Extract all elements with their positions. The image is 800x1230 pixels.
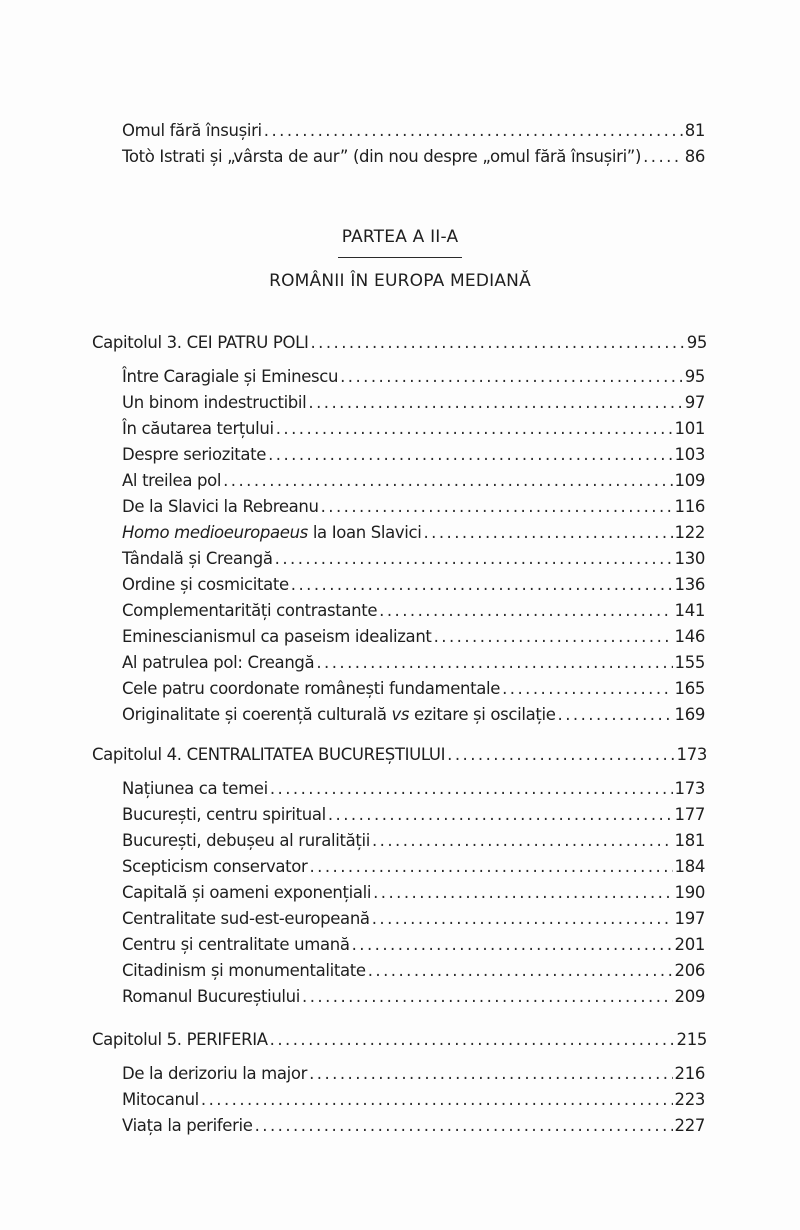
chapter-title: Capitolul 5. PERIFERIA xyxy=(92,1030,268,1049)
toc-entry-title-end: ezitare și oscilație xyxy=(409,705,556,724)
toc-entry-page: 201 xyxy=(674,935,705,954)
toc-entry[interactable] xyxy=(122,494,705,520)
toc-entry[interactable] xyxy=(122,958,705,984)
toc-entry[interactable] xyxy=(122,854,705,880)
toc-entry-page: 197 xyxy=(674,909,705,928)
dot-leader xyxy=(310,330,684,356)
toc-entry-title: Al patrulea pol: Creangă xyxy=(122,653,315,672)
toc-entry-title: De la Slavici la Rebreanu xyxy=(122,497,319,516)
part-subtitle: ROMÂNII ÎN EUROPA MEDIANĂ xyxy=(269,271,531,291)
toc-entry-page: 209 xyxy=(674,987,705,1006)
toc-entry-page: 116 xyxy=(674,497,705,516)
part-label: PARTEA A II-A xyxy=(341,227,459,247)
toc-entry-title: Despre seriozitate xyxy=(122,445,267,464)
toc-entry-page: 165 xyxy=(674,679,705,698)
toc-entry-page: 86 xyxy=(684,147,705,166)
toc-entry-title: Viața la periferie xyxy=(122,1116,253,1135)
toc-entry-title xyxy=(122,520,421,546)
toc-entry-page: 97 xyxy=(684,393,705,412)
toc-entry-title-italic: vs xyxy=(391,705,410,724)
toc-entry-title: București, centru spiritual xyxy=(122,805,326,824)
toc-entry-page: 184 xyxy=(674,857,705,876)
toc-entry[interactable] xyxy=(122,144,705,170)
dot-leader xyxy=(223,468,672,494)
toc-entry-page: 141 xyxy=(674,601,705,620)
toc-entry-page: 177 xyxy=(674,805,705,824)
toc-entry-page: 95 xyxy=(684,367,705,386)
toc-entry-page: 146 xyxy=(674,627,705,646)
dot-leader xyxy=(309,854,672,880)
toc-entry[interactable] xyxy=(122,932,705,958)
toc-entry-title: Eminescianismul ca paseism idealizant xyxy=(122,627,432,646)
dot-leader xyxy=(270,1027,675,1053)
toc-entry-title: În căutarea terțului xyxy=(122,419,274,438)
dot-leader xyxy=(368,958,673,984)
dot-leader xyxy=(643,144,683,170)
toc-entry-title xyxy=(122,702,556,728)
toc-entry-title: Citadinism și monumentalitate xyxy=(122,961,366,980)
toc-entry-page: 223 xyxy=(674,1090,705,1109)
toc-entry-page: 206 xyxy=(674,961,705,980)
dot-leader xyxy=(502,676,672,702)
dot-leader xyxy=(270,776,673,802)
dot-leader xyxy=(423,520,672,546)
chapter-page: 173 xyxy=(676,745,707,764)
chapter-page: 95 xyxy=(686,333,707,352)
toc-entry[interactable] xyxy=(122,546,705,572)
toc-chapter-3[interactable] xyxy=(92,330,707,356)
dot-leader xyxy=(373,880,672,906)
toc-entry-title: Scepticism conservator xyxy=(122,857,308,876)
dot-leader xyxy=(372,906,673,932)
toc-entry-title: De la derizoriu la major xyxy=(122,1064,308,1083)
dot-leader xyxy=(308,390,682,416)
dot-leader xyxy=(316,650,672,676)
toc-entry[interactable] xyxy=(122,468,705,494)
dot-leader xyxy=(302,984,673,1010)
toc-entry[interactable] xyxy=(122,390,705,416)
toc-entry[interactable] xyxy=(122,880,705,906)
dot-leader xyxy=(291,572,673,598)
toc-entry-title: Ordine și cosmicitate xyxy=(122,575,289,594)
dot-leader xyxy=(321,494,673,520)
toc-entry[interactable] xyxy=(122,984,705,1010)
toc-entry[interactable] xyxy=(122,650,705,676)
dot-leader xyxy=(309,1061,672,1087)
dot-leader xyxy=(276,416,673,442)
toc-entry[interactable] xyxy=(122,1061,705,1087)
toc-entry-title: Centru și centralitate umană xyxy=(122,935,350,954)
toc-entry-page: 227 xyxy=(674,1116,705,1135)
toc-entry-title: Capitală și oameni exponențiali xyxy=(122,883,372,902)
chapter-page: 215 xyxy=(676,1030,707,1049)
toc-entry[interactable] xyxy=(122,624,705,650)
toc-entry[interactable] xyxy=(122,802,705,828)
toc-entry-title-start: Originalitate și coerență culturală xyxy=(122,705,392,724)
toc-entry-page: 136 xyxy=(674,575,705,594)
toc-entry[interactable] xyxy=(122,416,705,442)
toc-entry-title: Al treilea pol xyxy=(122,471,222,490)
toc-entry[interactable] xyxy=(122,828,705,854)
toc-entry[interactable] xyxy=(122,776,705,802)
dot-leader xyxy=(447,742,674,768)
chapter-title: Capitolul 4. CENTRALITATEA BUCUREȘTIULUI xyxy=(92,745,446,764)
dot-leader xyxy=(328,802,673,828)
chapter-title: Capitolul 3. CEI PATRU POLI xyxy=(92,333,309,352)
dot-leader xyxy=(558,702,673,728)
dot-leader xyxy=(352,932,673,958)
toc-entry[interactable] xyxy=(122,702,705,728)
toc-entry-title: Totò Istrati și „vârsta de aur” (din nou despre „omul fără însușiri”) xyxy=(122,147,642,166)
dot-leader xyxy=(372,828,673,854)
dot-leader xyxy=(264,118,683,144)
toc-entry-page: 169 xyxy=(674,705,705,724)
toc-entry-page: 103 xyxy=(674,445,705,464)
toc-entry-title-rest: la Ioan Slavici xyxy=(307,523,422,542)
toc-entry[interactable] xyxy=(122,572,705,598)
toc-entry-title-italic: Homo medioeuropaeus xyxy=(122,523,308,542)
dot-leader xyxy=(434,624,673,650)
toc-chapter-4[interactable] xyxy=(92,742,707,768)
toc-entry-title: Tândală și Creangă xyxy=(122,549,273,568)
toc-entry-page: 173 xyxy=(674,779,705,798)
toc-entry[interactable] xyxy=(122,520,705,546)
toc-entry-page: 122 xyxy=(674,523,705,542)
toc-entry[interactable] xyxy=(122,1087,705,1113)
toc-entry[interactable] xyxy=(122,598,705,624)
dot-leader xyxy=(340,364,683,390)
dot-leader xyxy=(379,598,672,624)
part-divider xyxy=(338,257,462,258)
dot-leader xyxy=(275,546,673,572)
toc-entry-title: Centralitate sud-est-europeană xyxy=(122,909,370,928)
toc-entry-title: București, debușeu al ruralității xyxy=(122,831,370,850)
toc-entry[interactable] xyxy=(122,1113,705,1139)
toc-chapter-5[interactable] xyxy=(92,1027,707,1053)
dot-leader xyxy=(201,1087,673,1113)
toc-entry-title: Între Caragiale și Eminescu xyxy=(122,367,339,386)
toc-entry[interactable] xyxy=(122,906,705,932)
toc-entry[interactable] xyxy=(122,442,705,468)
dot-leader xyxy=(255,1113,673,1139)
toc-entry-title: Un binom indestructibil xyxy=(122,393,307,412)
toc-entry-page: 109 xyxy=(674,471,705,490)
toc-entry-title: Națiunea ca temei xyxy=(122,779,268,798)
toc-entry-page: 181 xyxy=(674,831,705,850)
toc-entry-page: 216 xyxy=(674,1064,705,1083)
dot-leader xyxy=(268,442,672,468)
toc-entry-page: 190 xyxy=(674,883,705,902)
toc-entry-title: Omul fără însușiri xyxy=(122,121,262,140)
toc-entry[interactable] xyxy=(122,364,705,390)
toc-entry-page: 130 xyxy=(674,549,705,568)
toc-entry-title: Romanul Bucureștiului xyxy=(122,987,301,1006)
toc-entry-title: Cele patru coordonate românești fundamentale xyxy=(122,679,501,698)
toc-entry-title: Complementarități contrastante xyxy=(122,601,378,620)
toc-entry-page: 101 xyxy=(674,419,705,438)
toc-entry-page: 155 xyxy=(674,653,705,672)
toc-entry-title: Mitocanul xyxy=(122,1090,199,1109)
toc-entry-page: 81 xyxy=(684,121,705,140)
toc-entry[interactable] xyxy=(122,118,705,144)
toc-entry[interactable] xyxy=(122,676,705,702)
